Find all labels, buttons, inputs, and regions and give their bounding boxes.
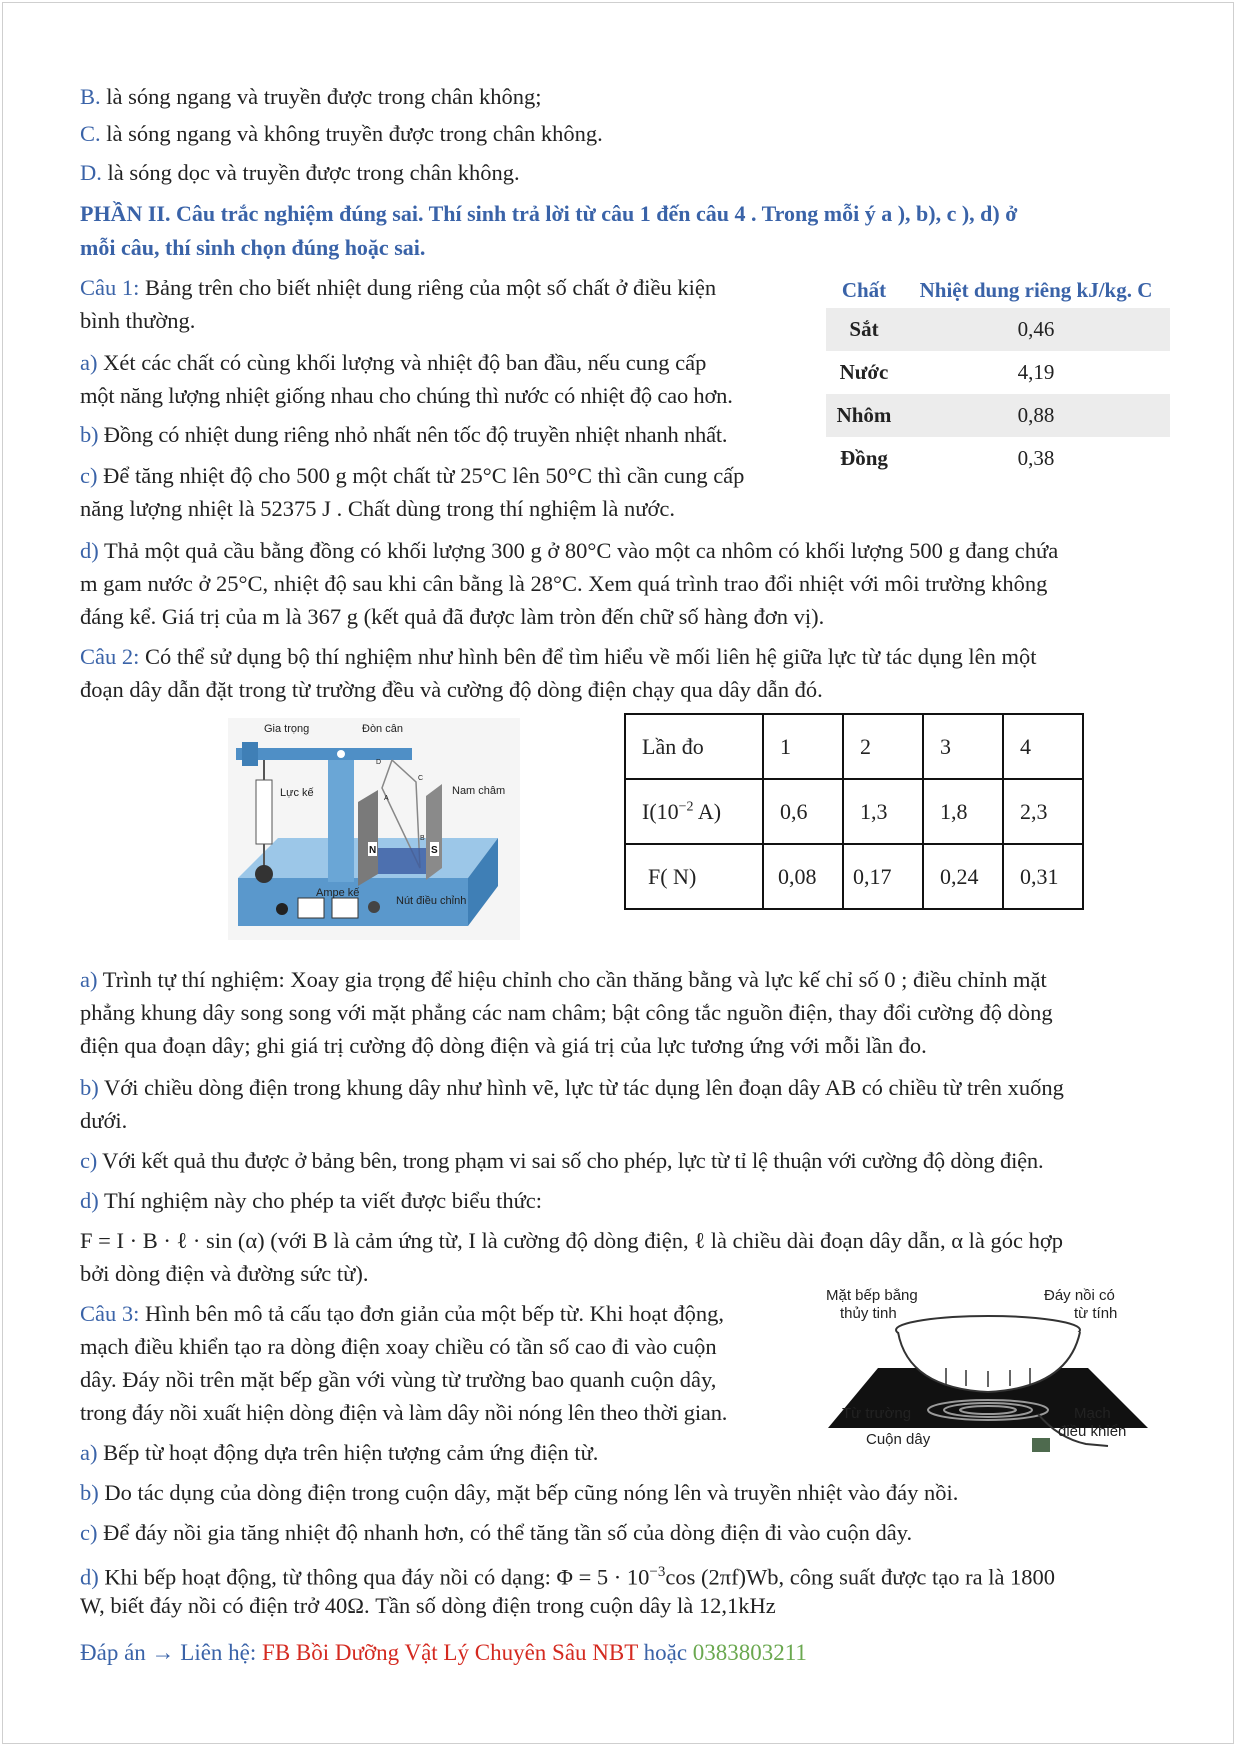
label-nut-dieu-chinh: Nút điều chỉnh	[396, 895, 467, 907]
spring-scale-icon	[256, 780, 272, 844]
label-letter-b: B	[420, 835, 425, 842]
q3-d-text-b: cos (2πf)Wb, công suất được tạo ra là 1800	[665, 1564, 1056, 1590]
table-row	[625, 779, 1083, 844]
table-cell: 0,17	[843, 844, 923, 909]
q2-d-line2: F = I · B · ℓ · sin (α) (với B là cảm ứng từ, I là cường độ dòng điện, ℓ là chiều dài đoạn dây dẫn, α là góc hợp	[80, 1228, 1064, 1253]
q3-a-line1	[80, 1436, 800, 1469]
q2-b-text: Với chiều dòng điện trong khung dây như hình vẽ, lực từ tác dụng lên đoạn dây AB có chiều từ trên xuống	[98, 1075, 1064, 1100]
q2-label: Câu 2:	[80, 644, 140, 669]
table-cell: 1	[763, 714, 843, 779]
option-c-text: là sóng ngang và không truyền được trong chân không.	[100, 121, 603, 146]
current-head-unit: A)	[693, 798, 722, 824]
table-cell: Lần đo	[625, 714, 763, 779]
balance-pillar	[328, 760, 354, 882]
current-head-exponent: −2	[678, 799, 694, 815]
option-b-text: là sóng ngang và truyền được trong chân không;	[100, 84, 542, 109]
table-cell-substance: Nhôm	[836, 403, 892, 427]
q3-stem-line3: dây. Đáy nồi trên mặt bếp gần với vùng từ trường bao quanh cuộn dây,	[80, 1367, 717, 1392]
q1-d-line3: đáng kể. Giá trị của m là 367 g (kết quả đã được làm tròn đến chữ số hàng đơn vị).	[80, 604, 825, 629]
label-cuon-day: Cuộn dây	[866, 1431, 931, 1448]
q3-b-line1	[80, 1476, 1163, 1509]
q3-stem-line4: trong đáy nồi xuất hiện dòng điện và làm dây nồi nóng lên theo thời gian.	[80, 1400, 728, 1425]
q3-a-label: a)	[80, 1440, 98, 1465]
q3-label: Câu 3:	[80, 1301, 140, 1326]
table-cell-value: 0,46	[1017, 317, 1055, 341]
table-cell: F( N)	[625, 844, 763, 909]
table-cell: 2	[843, 714, 923, 779]
q1-d-line2: m gam nước ở 25°C, nhiệt độ sau khi cân bằng là 28°C. Xem quá trình trao đổi nhiệt với môi trường không	[80, 571, 1048, 596]
label-letter-c: C	[418, 775, 424, 782]
option-b-label: B.	[80, 84, 101, 109]
ammeter-icon	[332, 898, 358, 918]
q2-c-line1	[80, 1144, 1163, 1177]
q1-stem-line2: bình thường.	[80, 308, 196, 333]
q3-d-label: d)	[80, 1564, 99, 1590]
label-letter-s: S	[431, 845, 438, 856]
table-cell-current-head	[625, 779, 763, 844]
table-cell: 3	[923, 714, 1003, 779]
table-cell: 0,31	[1003, 844, 1083, 909]
table-cell-substance: Sắt	[849, 317, 879, 341]
adjust-knob-icon	[368, 901, 380, 913]
q1-label: Câu 1:	[80, 275, 140, 300]
table-header-substance: Chất	[841, 277, 887, 302]
table-row	[826, 351, 1170, 394]
q1-b-line1	[80, 418, 800, 451]
table-cell-value: 0,88	[1017, 403, 1055, 427]
option-c-label: C.	[80, 121, 101, 146]
q2-c-label: c)	[80, 1148, 98, 1173]
label-mat-bep-2: thủy tinh	[840, 1305, 897, 1322]
q2-b-label: b)	[80, 1075, 99, 1100]
label-letter-n: N	[369, 845, 377, 856]
table-cell: 1,8	[923, 779, 1003, 844]
option-d-text: là sóng dọc và truyền được trong chân không.	[101, 160, 520, 185]
magnet-south	[426, 784, 442, 880]
q3-stem-text: Hình bên mô tả cấu tạo đơn giản của một bếp từ. Khi hoạt động,	[139, 1301, 724, 1326]
table-cell: 4	[1003, 714, 1083, 779]
label-ampe-ke: Ampe kế	[316, 887, 360, 899]
table-row	[826, 308, 1170, 351]
q2-a-line2: phẳng khung dây song song với mặt phẳng các nam châm; bật công tắc nguồn điện, thay đổi cường độ dòng	[80, 1000, 1053, 1025]
q3-a-text: Bếp từ hoạt động dựa trên hiện tượng cảm ứng điện từ.	[97, 1440, 599, 1465]
label-letter-a: A	[384, 795, 389, 802]
induction-cooker-figure	[818, 1288, 1168, 1458]
q2-b-line1	[80, 1071, 1163, 1104]
q1-a-line2: một năng lượng nhiệt giống nhau cho chúng thì nước có nhiệt độ cao hơn.	[80, 383, 733, 408]
table-cell-substance: Nước	[839, 360, 889, 384]
q3-c-line1	[80, 1516, 1163, 1549]
q3-b-text: Do tác dụng của dòng điện trong cuộn dây, mặt bếp cũng nóng lên và truyền nhiệt vào đáy nồi.	[98, 1480, 959, 1505]
table-row	[625, 844, 1083, 909]
q2-a-line3: điện qua đoạn dây; ghi giá trị cường độ dòng điện và giá trị của lực tương ứng với mỗi lần đo.	[80, 1033, 927, 1058]
footer-prefix: Đáp án → Liên hệ:	[80, 1640, 263, 1665]
option-b	[80, 80, 1163, 113]
q2-d-text: Thí nghiệm này cho phép ta viết được biểu thức:	[98, 1188, 543, 1213]
q2-stem-text: Có thể sử dụng bộ thí nghiệm như hình bên để tìm hiểu về mối liên hệ giữa lực từ tác dụng lên một	[139, 644, 1037, 669]
q3-c-label: c)	[80, 1520, 98, 1545]
ammeter-icon	[298, 898, 324, 918]
option-c	[80, 117, 1163, 150]
scale-weight-icon	[255, 865, 273, 883]
table-cell-value: 4,19	[1017, 360, 1055, 384]
footer-or: hoặc	[637, 1640, 693, 1665]
pivot-icon	[337, 750, 345, 758]
q1-d-line1	[80, 534, 1163, 567]
q1-b-label: b)	[80, 422, 99, 447]
q3-b-label: b)	[80, 1480, 99, 1505]
part2-title-line2: mỗi câu, thí sinh chọn đúng hoặc sai.	[80, 235, 426, 260]
q2-d-line3: bởi dòng điện và đường sức từ).	[80, 1261, 369, 1286]
label-mat-bep-1: Mặt bếp bằng	[826, 1288, 918, 1304]
table-cell: 0,24	[923, 844, 1003, 909]
q2-d-line1	[80, 1184, 1163, 1217]
measurement-table	[624, 713, 1084, 910]
q3-d-line2: W, biết đáy nồi có điện trở 40Ω. Tần số dòng điện trong cuộn dây là 12,1kHz	[80, 1593, 776, 1618]
label-gia-trong: Gia trọng	[264, 723, 310, 735]
q2-a-label: a)	[80, 967, 98, 992]
contact-footer	[80, 1640, 807, 1666]
q3-c-text: Để đáy nồi gia tăng nhiệt độ nhanh hơn, có thể tăng tần số của dòng điện đi vào cuộn dây.	[97, 1520, 913, 1545]
table-row	[826, 437, 1170, 480]
q2-b-line2: dưới.	[80, 1108, 128, 1133]
q1-c-text: Để tăng nhiệt độ cho 500 g một chất từ 25°C lên 50°C thì cần cung cấp	[97, 463, 745, 488]
label-letter-d: D	[376, 759, 382, 766]
table-row	[826, 394, 1170, 437]
label-tu-truong: Từ trường	[842, 1405, 912, 1422]
magnet-north	[358, 790, 378, 886]
label-luc-ke: Lực kế	[280, 787, 314, 799]
q3-stem-line1	[80, 1297, 800, 1330]
heat-capacity-table	[826, 272, 1170, 480]
current-balance-figure	[228, 718, 520, 940]
counterweight-icon	[242, 742, 258, 766]
label-day-noi-1: Đáy nồi có	[1044, 1288, 1115, 1304]
q1-d-text: Thả một quả cầu bằng đồng có khối lượng 300 g ở 80°C vào một ca nhôm có khối lượng 500 g đang chứa	[98, 538, 1059, 563]
table-cell: 1,3	[843, 779, 923, 844]
magnetic-field-region	[378, 848, 426, 874]
q1-c-line2: năng lượng nhiệt là 52375 J . Chất dùng trong thí nghiệm là nước.	[80, 496, 675, 521]
q1-a-line1	[80, 346, 800, 379]
label-don-can: Đòn cân	[362, 723, 403, 735]
q1-c-line1	[80, 459, 800, 492]
label-mach-1: Mạch	[1074, 1405, 1111, 1422]
balance-beam	[236, 748, 412, 760]
option-d-label: D.	[80, 160, 102, 185]
part2-title-line1: PHẦN II. Câu trắc nghiệm đúng sai. Thí sinh trả lời từ câu 1 đến câu 4 . Trong mỗi ý a ), b), c ), d) ở	[80, 201, 1018, 226]
q1-b-text: Đồng có nhiệt dung riêng nhỏ nhất nên tốc độ truyền nhiệt nhanh nhất.	[98, 422, 728, 447]
table-cell: 0,6	[763, 779, 843, 844]
table-cell: 0,08	[763, 844, 843, 909]
option-d	[80, 156, 1163, 189]
q3-d-text-a: Khi bếp hoạt động, từ thông qua đáy nồi có dạng: Φ = 5 · 10	[98, 1564, 650, 1590]
table-cell-substance: Đồng	[840, 446, 888, 470]
footer-phone[interactable]: 0383803211	[692, 1640, 807, 1665]
label-day-noi-2: từ tính	[1074, 1305, 1118, 1322]
label-nam-cham: Nam châm	[452, 785, 506, 797]
ammeter-knob-icon	[276, 903, 288, 915]
q1-c-label: c)	[80, 463, 98, 488]
q2-d-label: d)	[80, 1188, 99, 1213]
q3-d-exponent: −3	[649, 1564, 666, 1580]
q1-stem-line1	[80, 271, 800, 304]
control-circuit-icon	[1032, 1438, 1050, 1452]
table-cell-value: 0,38	[1017, 446, 1055, 470]
current-head-text: I(10	[642, 798, 679, 824]
q2-a-line1	[80, 963, 1163, 996]
q2-c-text: Với kết quả thu được ở bảng bên, trong phạm vi sai số cho phép, lực từ tỉ lệ thuận với cường độ dòng điện.	[97, 1148, 1044, 1173]
table-cell: 2,3	[1003, 779, 1083, 844]
table-row	[625, 714, 1083, 779]
q2-stem-line1	[80, 640, 1163, 673]
footer-facebook-link[interactable]: FB Bồi Dưỡng Vật Lý Chuyên Sâu NBT	[262, 1640, 638, 1665]
q2-a-text: Trình tự thí nghiệm: Xoay gia trọng để hiệu chỉnh cho cần thăng bằng và lực kế chỉ số 0 ; điều chỉnh mặt	[97, 967, 1047, 992]
q3-stem-line2: mạch điều khiển tạo ra dòng điện xoay chiều có tần số cao đi vào cuộn	[80, 1334, 717, 1359]
q1-stem-text: Bảng trên cho biết nhiệt dung riêng của một số chất ở điều kiện	[139, 275, 717, 300]
q1-d-label: d)	[80, 538, 99, 563]
q2-stem-line2: đoạn dây dẫn đặt trong từ trường đều và cường độ dòng điện chạy qua dây dẫn đó.	[80, 677, 823, 702]
heat-capacity-table-header	[826, 272, 1170, 308]
q1-a-text: Xét các chất có cùng khối lượng và nhiệt độ ban đầu, nếu cung cấp	[97, 350, 707, 375]
label-mach-2: điều khiển	[1058, 1423, 1127, 1440]
q3-d-line1	[80, 1556, 1163, 1594]
table-header-capacity: Nhiệt dung riêng kJ/kg. C	[919, 277, 1153, 302]
q1-a-label: a)	[80, 350, 98, 375]
